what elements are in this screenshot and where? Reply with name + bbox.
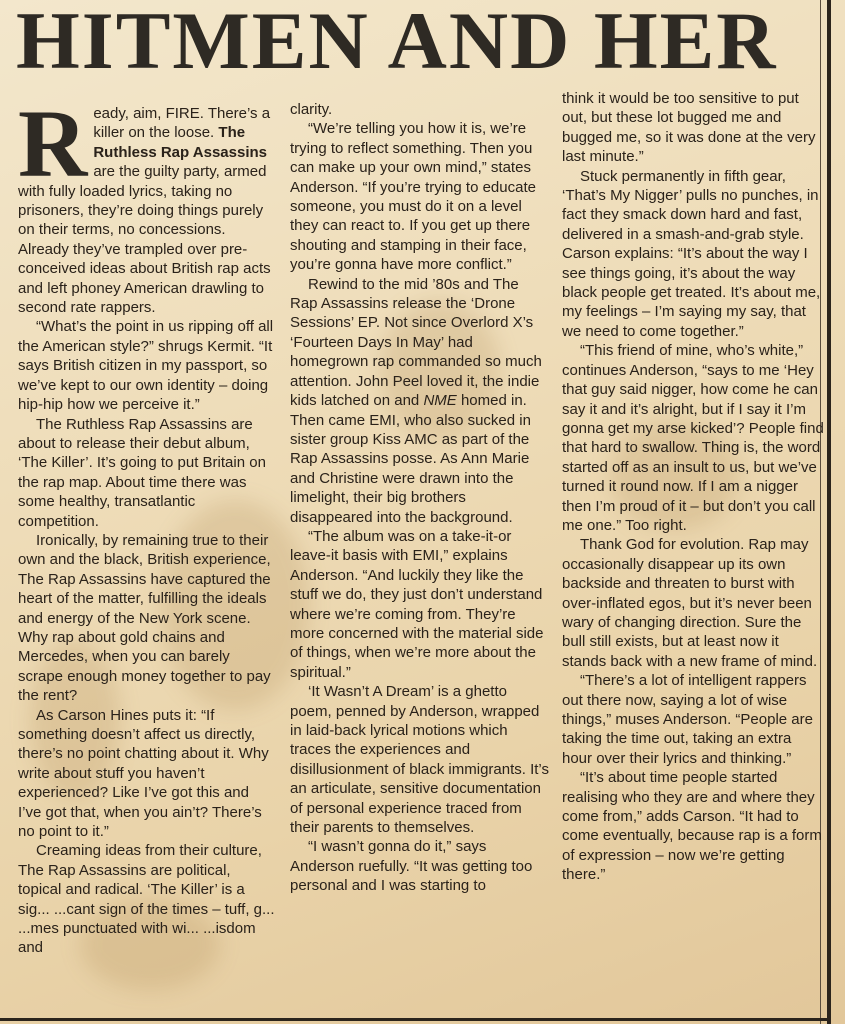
- paragraph: Thank God for evolution. Rap may occasionally disappear up its own backside and threaten to burst with over-inflated egos, but it’s never been wary of changing direction. Sure the bull still exists, but at least now it stands back with a new frame of mind.: [562, 536, 818, 670]
- paragraph: Stuck permanently in fifth gear, ‘That’s My Nigger’ pulls no punches, in fact they smack down hard and fast, delivered in a smash-and-grab style. Carson explains: “It’s about the way I see things going, it’s about the way black people get treated. It’s about me, my feelings – I’m saying my say, that we need to come together.”: [562, 167, 821, 340]
- paragraph: [18, 90, 276, 317]
- border-rule: [827, 0, 831, 1024]
- publication-name: NME: [423, 392, 457, 410]
- column-3: [562, 89, 824, 885]
- headline: HITMEN AND HER: [16, 0, 778, 86]
- paragraph: “It’s about time people started realising who they are and where they come from,” adds Carson. “It had to come eventually, because rap is a form of expression – now we’re getting there.”: [562, 769, 822, 884]
- text-run: are the guilty party, armed with fully loaded lyrics, taking no prisoners, they’re doing things purely on their terms, no concessions. Already they’ve trampled over pre-conceived ideas about British rap acts and left phoney American drawling to second rate rappers.: [18, 163, 271, 317]
- paragraph: Ironically, by remaining true to their own and the black, British experience, The Rap Assassins have captured the heart of the matter, fulfilling the ideals and energy of the New York scene. Why rap about gold chains and Mercedes, when you can barely scrape enough money together to pay the rent?: [18, 531, 271, 705]
- paragraph: “We’re telling you how it is, we’re trying to reflect something. Then you can make up your own mind,” states Anderson. “If you’re trying to educate someone, you must do it on a level they can react to. If you get up there shouting and stamping in their face, you’re gonna have more conflict.”: [290, 120, 536, 274]
- paragraph: “There’s a lot of intelligent rappers out there now, saying a lot of wise things,” muses Anderson. “People are taking the time out, taking an extra hour over their lyrics and thinking.”: [562, 672, 813, 767]
- paragraph: “This friend of mine, who’s white,” continues Anderson, “says to me ‘Hey that guy said nigger, how come he can say it and it’s alright, but if I say it I’m gonna get my arse kicked’? People find that hard to swallow. Thing is, the word started off as an insult to us, but we’ve turned it round now. If I am a nigger then I’m proud of it – but don’t you call me one.” Too right.: [562, 342, 824, 534]
- paragraph: Creaming ideas from their culture, The Rap Assassins are political, topical and radical. ‘The Killer’ is a sig... ...cant sign of the times – tuff, g... ...mes punctuated with wi... ...isdom and: [18, 842, 275, 957]
- band-name: The Ruthless Rap Assassins: [93, 124, 268, 161]
- paragraph: think it would be too sensitive to put out, but these lot bugged me and bugged me, so it was done at the very last minute.”: [562, 90, 816, 166]
- paragraph: The Ruthless Rap Assassins are about to release their debut album, ‘The Killer’. It’s going to put Britain on the rap map. About time there was some healthy, transatlantic competition.: [18, 415, 266, 530]
- paragraph: “What’s the point in us ripping off all the American style?” shrugs Kermit. “It says British citizen in my passport, so we’ve kept to our own identity – doing hip-hip how we perceive it.”: [18, 318, 274, 414]
- column-2: [290, 100, 550, 896]
- text-run: eady, aim, FIRE. There’s a killer on the loose.: [93, 105, 271, 142]
- text-run: homed in. Then came EMI, who also sucked in sister group Kiss AMC as part of the Rap Assassins posse. As Ann Marie and Christine were drawn into the limelight, their big brothers disappeared into the background.: [290, 392, 531, 526]
- drop-cap: R: [18, 90, 88, 197]
- paragraph: ‘It Wasn’t A Dream’ is a ghetto poem, penned by Anderson, wrapped in laid-back lyrical motions which traces the experiences and disillusionment of black immigrants. It’s an articulate, sensitive documentation of personal experience traced from their parents to themselves.: [290, 683, 549, 837]
- paragraph: As Carson Hines puts it: “If something doesn’t affect us directly, there’s no point chatting about it. Why write about stuff you haven’t experienced? Like I’ve got this and I’ve got that, when you ain’t? There’s no point to it.”: [18, 706, 269, 841]
- paragraph: “The album was on a take-it-or leave-it basis with EMI,” explains Anderson. “And luckily they like the stuff we do, they just don’t understand where we’re coming from. They’re more concerned with the material side of things, when we’re more about the spiritual.”: [290, 527, 544, 681]
- paragraph: clarity.: [290, 101, 333, 118]
- border-rule: [0, 1018, 831, 1021]
- paragraph: [290, 275, 550, 527]
- text-run: Rewind to the mid ’80s and The Rap Assassins release the ‘Drone Sessions’ EP. Not since Overlord X’s ‘Fourteen Days In May’ had homegrown rap commanded so much attention. John Peel loved it, the indie kids latched on and: [290, 275, 542, 410]
- paragraph: “I wasn’t gonna do it,” says Anderson ruefully. “It was getting too personal and I was starting to: [290, 838, 533, 895]
- column-1: [18, 90, 276, 958]
